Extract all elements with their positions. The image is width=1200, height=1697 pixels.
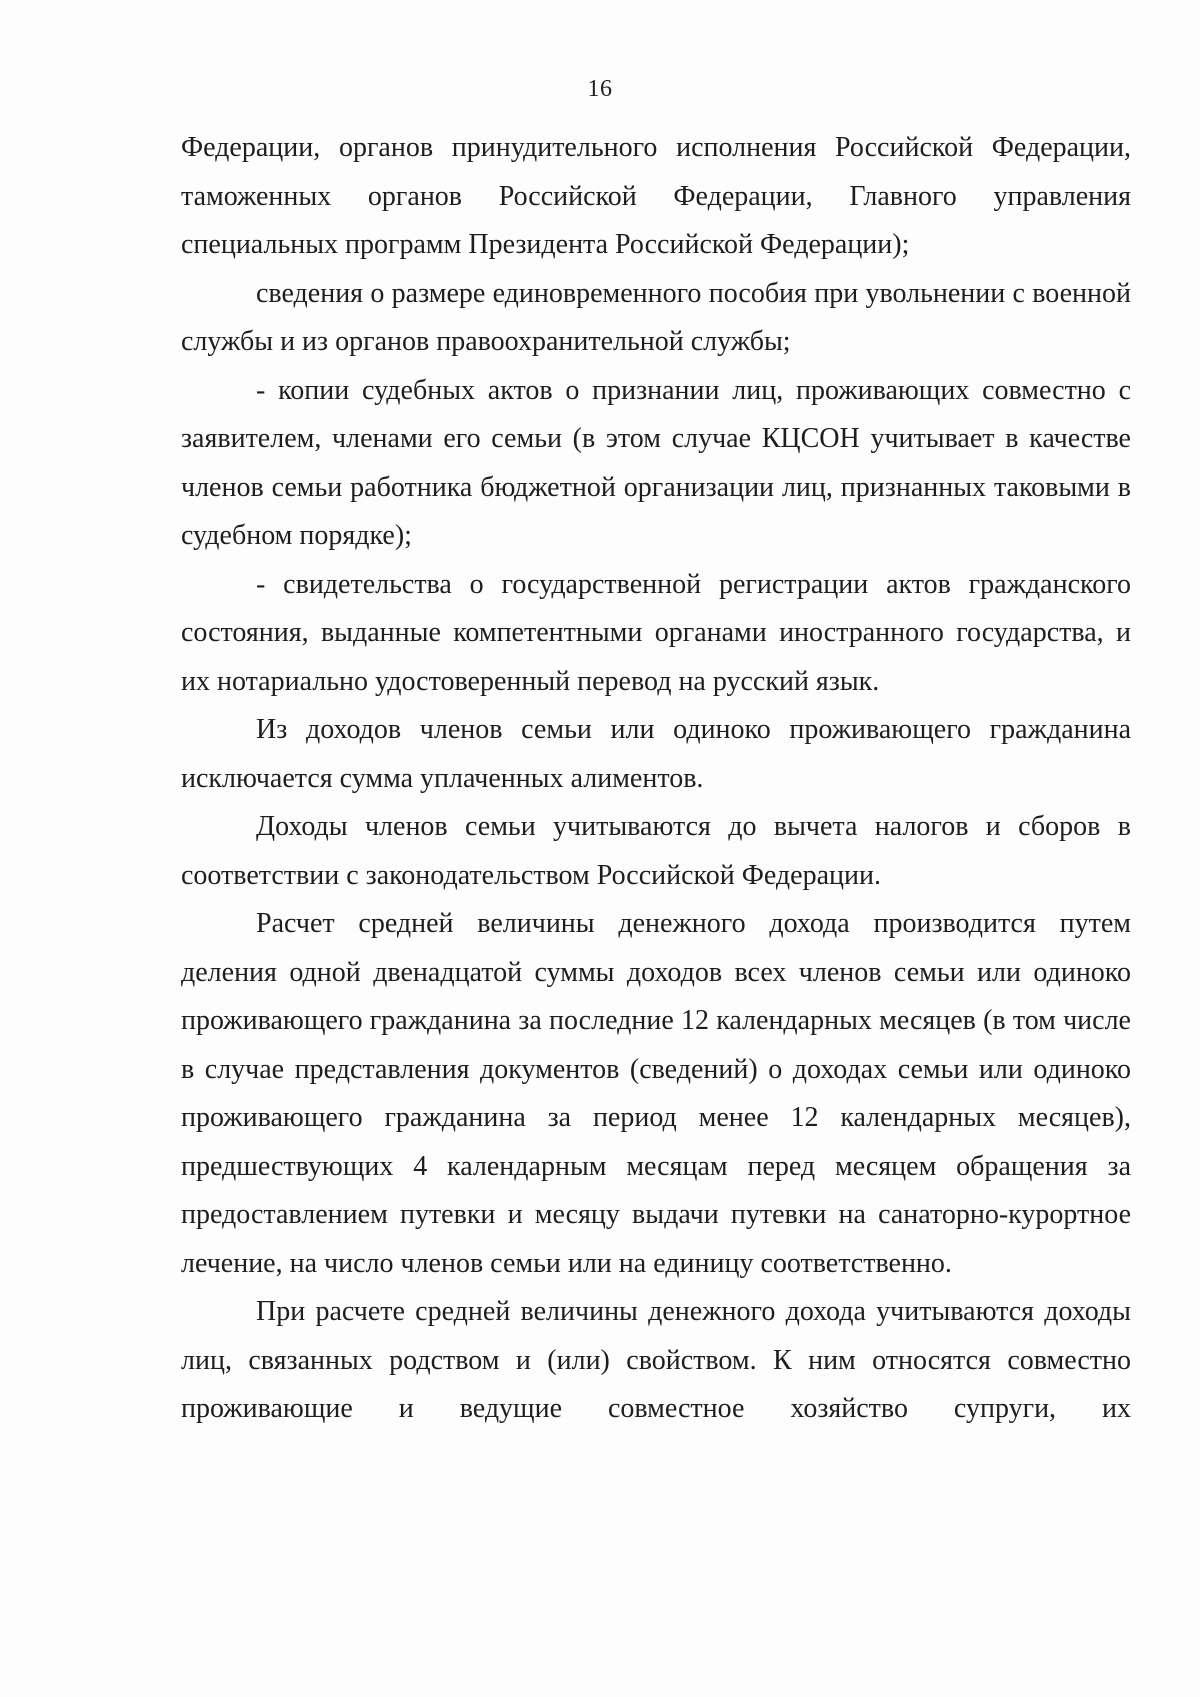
paragraph-severance-info: сведения о размере единовременного пособия при увольнении с военной службы и из органов правоохранительной службы;: [181, 277, 1131, 357]
paragraph-income-calculation: Расчет средней величины денежного дохода производится путем деления одной двенадцатой суммы доходов всех членов семьи или одиноко проживающего гражданина за последние 12 календарных месяцев (в том числе в случае представления документов (сведений) о доходах семьи или одиноко проживающего гражданина за период менее 12 календарных месяцев), предшествующих 4 календарным месяцам перед месяцем обращения за предоставлением путевки и месяцу выдачи путевки на санаторно-курортное лечение, на число членов семьи или на единицу соответственно.: [181, 908, 1131, 1279]
paragraph-related-persons: При расчете средней величины денежного дохода учитываются доходы лиц, связанных родством и (или) свойством. К ним относятся совместно проживающие и ведущие совместное хозяйство супруги, их: [181, 1296, 1131, 1424]
paragraph-civil-status-certificates: - свидетельства о государственной регистрации актов гражданского состояния, выданные компетентными органами иностранного государства, и их нотариально удостоверенный перевод на русский язык.: [181, 568, 1131, 697]
paragraph-taxes: Доходы членов семьи учитываются до вычета налогов и сборов в соответствии с законодательством Российской Федерации.: [181, 811, 1131, 891]
document-body: [181, 124, 1131, 1434]
page-number: 16: [587, 76, 613, 102]
paragraph-continuation: Федерации, органов принудительного исполнения Российской Федерации, таможенных органов Российской Федерации, Главного управления специальных программ Президента Российской Федерации);: [181, 132, 1131, 260]
paragraph-court-acts: - копии судебных актов о признании лиц, проживающих совместно с заявителем, членами его семьи (в этом случае КЦСОН учитывает в качестве членов семьи работника бюджетной организации лиц, признанных таковыми в судебном порядке);: [181, 374, 1131, 551]
paragraph-alimony-exclusion: Из доходов членов семьи или одиноко проживающего гражданина исключается сумма уплаченных алиментов.: [181, 714, 1131, 794]
